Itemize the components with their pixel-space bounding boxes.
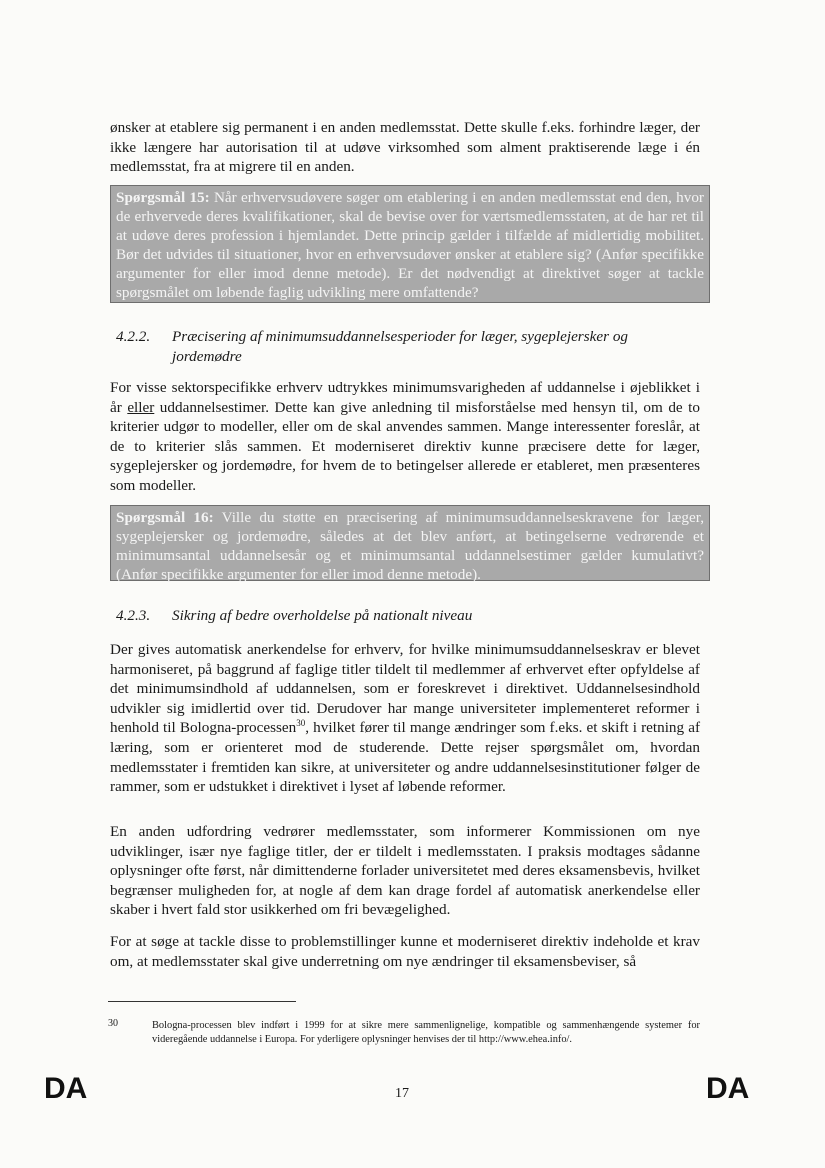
- para-423a-part2: , hvilket fører til mange ændringer som f.eks. et skift i retning af læring, som er orienteret mod de studerende. Dette rejser spørgsmålet om, hvordan medlemsstater i fremtiden kan sikre, at universiteter og andre uddannelsesinstitutioner følger de rammer, som er udstukket i direktivet i lyset af løbende reformer.: [110, 719, 701, 796]
- section-4-2-2-number: 4.2.2.: [116, 328, 151, 345]
- section-4-2-3-heading: [116, 606, 706, 626]
- question-16-box: [110, 505, 710, 581]
- para-422-part1: For visse sektorspecifikke erhverv udtrykkes minimumsvarigheden af uddannelse i øjeblikket i år: [110, 379, 700, 416]
- section-4-2-3-number: 4.2.3.: [116, 607, 151, 624]
- question-15-text: Når erhvervsudøvere søger om etablering i en anden medlemsstat end den, hvor de erhvervede deres kvalifikationer, skal de bevise over for værtsmedlemsstaten, at de har ret til at udøve deres profession i hjemlandet. Dette princip gælder i tilfælde af midlertidig mobilitet. Bør det udvides til situationer, hvor en erhvervsudøver ønsker at etablere sig? (Anfør specifikke argumenter for eller imod denne metode). Er det nødvendigt at direktivet søger at tackle spørgsmålet om løbende faglig udvikling mere omfattende?: [116, 189, 704, 301]
- footnote-number: 30: [108, 1018, 118, 1029]
- intro-paragraph: ønsker at etablere sig permanent i en anden medlemsstat. Dette skulle f.eks. forhindre læger, der ikke længere har autorisation til at udøve virksomhed som alment praktiserende læge i én medlemsstat, fra at migrere til en anden.: [110, 119, 700, 176]
- section-4-2-2-title-line1: Præcisering af minimumsuddannelsesperioder for læger, sygeplejersker og: [172, 328, 629, 345]
- question-15-label: Spørgsmål 15:: [116, 189, 210, 206]
- question-16-label: Spørgsmål 16:: [116, 509, 214, 526]
- para-422-underlined-word: eller: [127, 398, 155, 416]
- footnote-separator: [108, 1001, 296, 1002]
- section-4-2-3-paragraph-1: [110, 640, 700, 797]
- section-4-2-3-paragraph-3: For at søge at tackle disse to problemstillinger kunne et moderniseret direktiv indeholde et krav om, at medlemsstater skal give underretning om nye ændringer til eksamensbeviser, så: [110, 933, 700, 970]
- section-4-2-2-heading: [116, 327, 706, 367]
- page-number: 17: [395, 1086, 409, 1101]
- question-16-text: Ville du støtte en præcisering af minimumsuddannelseskravene for læger, sygeplejersker og jordemødre, således at det blev anført, at betingelserne vedrørende et minimumsantal uddannelsesår og et minimumsantal uddannelsestimer gælder kumulativt? (Anfør specifikke argumenter for eller imod denne metode).: [116, 509, 704, 583]
- footnote-reference-30[interactable]: 30: [296, 718, 306, 729]
- section-4-2-2-paragraph: [110, 378, 700, 496]
- section-4-2-2-title-line2: jordemødre: [172, 348, 242, 365]
- footnote-text: Bologna-processen blev indført i 1999 for at sikre mere sammenlignelige, kompatible og sammenhængende systemer for videregående uddannelse i Europa. For yderligere oplysninger henvises der til http://www.ehea.info/.: [152, 1020, 700, 1045]
- language-code-left: DA: [44, 1072, 88, 1105]
- section-4-2-3-title: Sikring af bedre overholdelse på nationalt niveau: [172, 607, 473, 624]
- para-423a-part1: Der gives automatisk anerkendelse for erhverv, for hvilke minimumsuddannelseskrav er blevet harmoniseret, på baggrund af faglige titler tildelt til medlemmer af erhvervet efter opfyldelse af det minimumsindhold af uddannelsen, som er foreskrevet i direktivet. Uddannelsesindhold udvikler sig imidlertid over tid. Derudover har mange universiteter implementeret reformer i henhold til Bologna-processen: [110, 641, 700, 737]
- section-4-2-3-paragraph-2: En anden udfordring vedrører medlemsstater, som informerer Kommissionen om nye udviklinger, især nye faglige titler, der er tildelt i medlemsstaten. I praksis modtages sådanne oplysninger ofte først, når dimittenderne forlader universitetet med deres eksamensbevis, hvilket begrænser muligheden for, at nogle af dem kan drage fordel af automatisk anerkendelse eller skaber i hvert fald stor usikkerhed om fri bevægelighed.: [110, 823, 700, 919]
- question-15-box: [110, 185, 710, 303]
- language-code-right: DA: [706, 1072, 750, 1105]
- para-422-part2: uddannelsestimer. Dette kan give anledning til misforståelse med hensyn til, om de to kriterier udgør to modeller, eller om de skal anvendes sammen. Mange interessenter foreslår, at de to kriterier slås sammen. Et moderniseret direktiv kunne præcisere dette for læger, sygeplejersker og jordemødre, for hvem de to betingelser allerede er etableret, men præsenteres som modeller.: [110, 398, 700, 494]
